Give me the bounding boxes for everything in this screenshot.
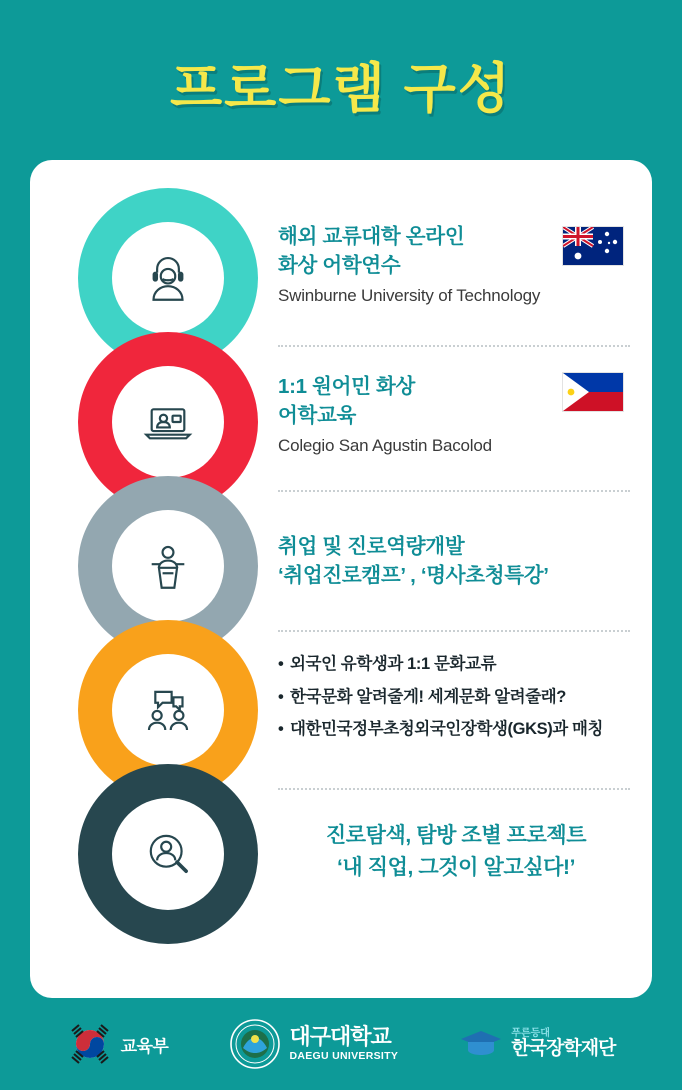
list-item-text-3 bbox=[278, 532, 646, 590]
bullet-item: • 한국문화 알려줄게! 세계문화 알려줄래? bbox=[278, 685, 646, 711]
divider-3 bbox=[278, 630, 630, 632]
logo-kosaf bbox=[459, 1027, 615, 1061]
list-item-heading-3-line1: 취업 및 진로역량개발 bbox=[278, 535, 465, 558]
divider-2 bbox=[278, 490, 630, 492]
philippines-flag bbox=[562, 372, 624, 412]
list-item-heading-1-line1: 해외 교류대학 온라인 bbox=[278, 225, 465, 248]
list-item-text-5 bbox=[266, 820, 646, 883]
program-list bbox=[30, 160, 652, 998]
bullet-item: • 외국인 유학생과 1:1 문화교류 bbox=[278, 652, 646, 678]
footer-logos bbox=[0, 998, 682, 1090]
list-item-sub-2: Colegio San Agustin Bacolod bbox=[278, 436, 492, 456]
daegu-seal-icon bbox=[229, 1018, 281, 1070]
list-item-heading-2-line2: 어학교육 bbox=[278, 404, 357, 428]
australia-flag bbox=[562, 226, 624, 266]
people-chat-icon bbox=[139, 681, 197, 739]
lecture-podium-icon bbox=[139, 537, 197, 595]
bullet-item: • 대한민국정부초청외국인장학생(GKS)과 매칭 bbox=[278, 717, 646, 743]
divider-4 bbox=[278, 788, 630, 790]
person-magnifier-icon bbox=[139, 825, 197, 883]
daegu-kr-label: 대구대학교 bbox=[289, 1024, 391, 1050]
logo-daegu-university bbox=[229, 1018, 398, 1070]
graduation-cap-icon bbox=[459, 1027, 503, 1061]
kosaf-top-label: 푸른등대 bbox=[511, 1027, 550, 1039]
list-item-icon-5 bbox=[78, 764, 258, 944]
taegeuk-icon bbox=[67, 1021, 113, 1067]
student-headset-icon bbox=[139, 249, 197, 307]
list-item-text-4 bbox=[278, 652, 646, 750]
list-item-heading-5-line1: 진로탐색, 탐방 조별 프로젝트 bbox=[325, 824, 587, 847]
laptop-video-call-icon bbox=[139, 393, 197, 451]
logo-moe bbox=[67, 1021, 169, 1067]
list-item-heading-5-line2: ‘내 직업, 그것이 알고싶다!’ bbox=[336, 855, 576, 879]
divider-1 bbox=[278, 345, 630, 347]
list-item-heading-2-line1: 1:1 원어민 화상 bbox=[278, 375, 416, 398]
kosaf-main-label: 한국장학재단 bbox=[511, 1038, 616, 1060]
list-item-bullets-4 bbox=[278, 652, 646, 743]
moe-label: 교육부 bbox=[120, 1036, 169, 1056]
list-item-sub-1: Swinburne University of Technology bbox=[278, 286, 541, 306]
page-title: 프로그램 구성 bbox=[170, 59, 512, 119]
daegu-en-label: DAEGU UNIVERSITY bbox=[289, 1050, 399, 1063]
list-item-heading-1-line2: 화상 어학연수 bbox=[278, 254, 401, 278]
content-card bbox=[30, 160, 652, 998]
ring-5 bbox=[78, 764, 258, 944]
list-item-heading-3-line2: ‘취업진로캠프’ , ‘명사초청특강’ bbox=[278, 564, 549, 588]
